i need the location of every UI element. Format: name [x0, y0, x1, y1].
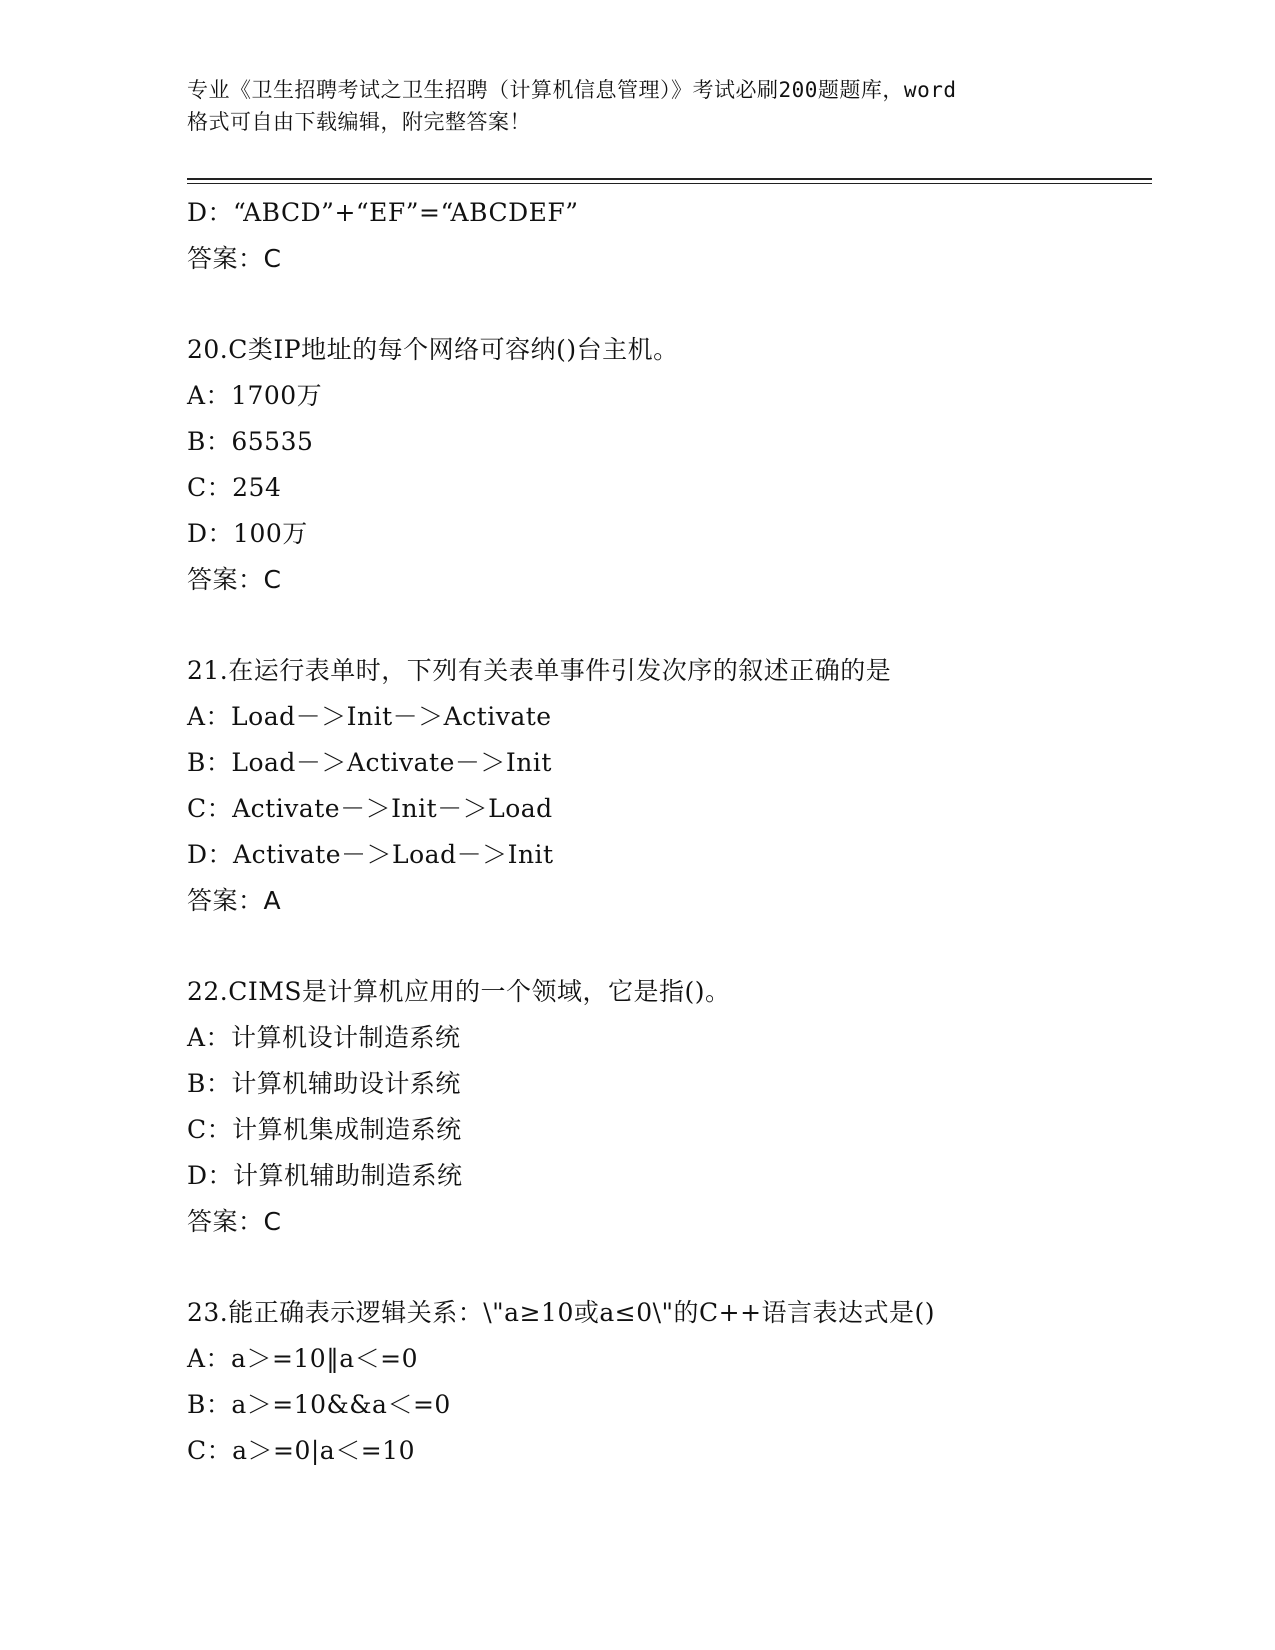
option-c: C：254 — [187, 473, 282, 502]
option-c: C：计算机集成制造系统 — [187, 1115, 462, 1144]
option-a: A：1700万 — [187, 381, 323, 410]
option-c: C：a＞=0|a＜=10 — [187, 1436, 415, 1465]
header-title-line-2: 格式可自由下载编辑，附完整答案！ — [187, 110, 531, 134]
question-23 — [187, 1290, 1147, 1474]
question-21 — [187, 648, 1147, 924]
spacer — [187, 282, 1147, 327]
option-a: A：计算机设计制造系统 — [187, 1023, 461, 1052]
option-b: B：计算机辅助设计系统 — [187, 1069, 461, 1098]
answer-line: 答案：C — [187, 565, 282, 594]
option-a: A：Load－＞Init－＞Activate — [187, 702, 552, 731]
option-d: D：Activate－＞Load－＞Init — [187, 840, 554, 869]
question-stem: 23.能正确表示逻辑关系：\"a≥10或a≤0\"的C++语言表达式是() — [187, 1298, 936, 1327]
option-c: C：Activate－＞Init－＞Load — [187, 794, 553, 823]
spacer — [187, 924, 1147, 969]
header-title-line-1: 专业《卫生招聘考试之卫生招聘（计算机信息管理）》考试必刷200题题库，word — [187, 78, 957, 102]
option-b: B：65535 — [187, 427, 314, 456]
option-d: D：计算机辅助制造系统 — [187, 1161, 463, 1190]
question-22 — [187, 969, 1147, 1245]
spacer — [187, 603, 1147, 648]
spacer — [187, 1245, 1147, 1290]
header-rule-thick — [187, 178, 1152, 180]
answer-line: 答案：C — [187, 1207, 282, 1236]
answer-line: 答案：C — [187, 244, 282, 273]
option-d: D：100万 — [187, 519, 308, 548]
question-stem: 21.在运行表单时，下列有关表单事件引发次序的叙述正确的是 — [187, 656, 892, 685]
question-20 — [187, 327, 1147, 603]
previous-question-tail — [187, 190, 1147, 282]
question-stem: 22.CIMS是计算机应用的一个领域，它是指()。 — [187, 977, 731, 1006]
option-d: D：“ABCD”+“EF”=“ABCDEF” — [187, 198, 579, 227]
page-header — [187, 74, 1107, 138]
option-b: B：a＞=10&&a＜=0 — [187, 1390, 451, 1419]
header-rule-thin — [187, 183, 1152, 184]
answer-line: 答案：A — [187, 886, 282, 915]
question-list — [187, 190, 1147, 1474]
option-b: B：Load－＞Activate－＞Init — [187, 748, 552, 777]
question-stem: 20.C类IP地址的每个网络可容纳()台主机。 — [187, 335, 679, 364]
option-a: A：a＞=10‖a＜=0 — [187, 1344, 418, 1373]
